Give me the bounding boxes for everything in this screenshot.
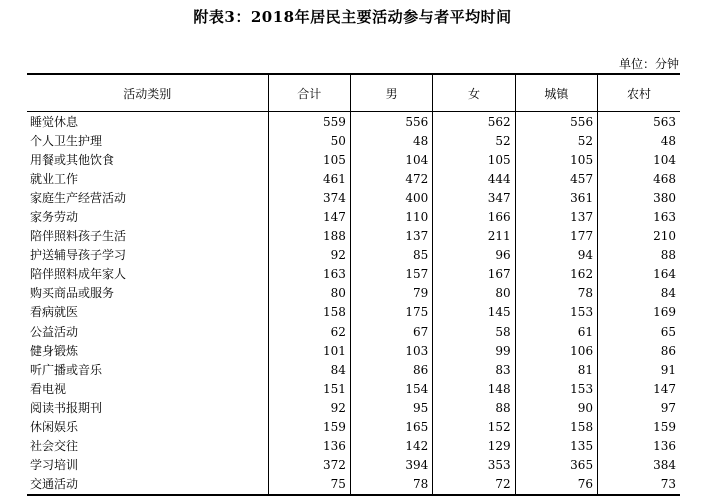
rural-value: 159 xyxy=(598,418,680,437)
female-value: 353 xyxy=(433,456,515,475)
activity-name: 护送辅导孩子学习 xyxy=(30,248,127,263)
urban-value: 61 xyxy=(515,322,597,341)
female-value: 145 xyxy=(433,303,515,322)
total-value: 147 xyxy=(268,207,350,226)
rural-value: 104 xyxy=(598,150,680,169)
total-value: 374 xyxy=(268,188,350,207)
rural-value: 73 xyxy=(598,475,680,495)
urban-value: 556 xyxy=(515,112,597,132)
urban-value: 76 xyxy=(515,475,597,495)
rural-value: 86 xyxy=(598,341,680,360)
activity-time-table xyxy=(27,73,680,496)
table-title: 附表3：2018年居民主要活动参与者平均时间 xyxy=(193,8,512,26)
activity-name: 交通活动 xyxy=(27,475,268,495)
activity-name: 社会交往 xyxy=(30,439,79,454)
male-value: 142 xyxy=(350,437,432,456)
rural-value: 384 xyxy=(598,456,680,475)
header-activity: 活动类别 xyxy=(27,74,268,112)
rural-value: 147 xyxy=(598,379,680,398)
total-value: 159 xyxy=(268,418,350,437)
table-row xyxy=(27,284,680,303)
female-value: 166 xyxy=(433,207,515,226)
header-total: 合计 xyxy=(268,74,350,112)
rural-value: 163 xyxy=(598,207,680,226)
urban-value: 81 xyxy=(515,360,597,379)
female-value: 167 xyxy=(433,265,515,284)
female-value: 88 xyxy=(433,398,515,417)
rural-value: 136 xyxy=(598,437,680,456)
table-row xyxy=(27,188,680,207)
table-row xyxy=(27,322,680,341)
male-value: 165 xyxy=(350,418,432,437)
female-value: 562 xyxy=(433,112,515,132)
urban-value: 135 xyxy=(515,437,597,456)
total-value: 75 xyxy=(268,475,350,495)
male-value: 86 xyxy=(350,360,432,379)
total-value: 92 xyxy=(268,246,350,265)
rural-value: 563 xyxy=(598,112,680,132)
header-row xyxy=(27,74,680,112)
female-value: 347 xyxy=(433,188,515,207)
urban-value: 162 xyxy=(515,265,597,284)
male-value: 157 xyxy=(350,265,432,284)
activity-name: 陪伴照料成年家人 xyxy=(30,267,127,282)
male-value: 78 xyxy=(350,475,432,495)
activity-name: 购买商品或服务 xyxy=(30,286,115,301)
rural-value: 48 xyxy=(598,131,680,150)
unit-label: 单位：分钟 xyxy=(618,57,679,71)
urban-value: 177 xyxy=(515,227,597,246)
table-row xyxy=(27,246,680,265)
activity-name: 看电视 xyxy=(30,381,67,396)
header-male: 男 xyxy=(350,74,432,112)
table-row xyxy=(27,150,680,169)
total-value: 92 xyxy=(268,398,350,417)
urban-value: 457 xyxy=(515,169,597,188)
male-value: 85 xyxy=(350,246,432,265)
male-value: 79 xyxy=(350,284,432,303)
male-value: 137 xyxy=(350,227,432,246)
total-value: 461 xyxy=(268,169,350,188)
table-row xyxy=(27,131,680,150)
male-value: 104 xyxy=(350,150,432,169)
female-value: 96 xyxy=(433,246,515,265)
activity-name: 个人卫生护理 xyxy=(30,133,103,148)
total-value: 62 xyxy=(268,322,350,341)
table-row xyxy=(27,207,680,226)
total-value: 559 xyxy=(268,112,350,132)
total-value: 188 xyxy=(268,227,350,246)
rural-value: 84 xyxy=(598,284,680,303)
female-value: 99 xyxy=(433,341,515,360)
urban-value: 52 xyxy=(515,131,597,150)
female-value: 444 xyxy=(433,169,515,188)
urban-value: 158 xyxy=(515,418,597,437)
rural-value: 88 xyxy=(598,246,680,265)
header-rural: 农村 xyxy=(598,74,680,112)
total-value: 372 xyxy=(268,456,350,475)
rural-value: 164 xyxy=(598,265,680,284)
header-female: 女 xyxy=(433,74,515,112)
total-value: 151 xyxy=(268,379,350,398)
table-row xyxy=(27,227,680,246)
table-row xyxy=(27,169,680,188)
total-value: 158 xyxy=(268,303,350,322)
table-row xyxy=(27,341,680,360)
urban-value: 137 xyxy=(515,207,597,226)
male-value: 110 xyxy=(350,207,432,226)
urban-value: 94 xyxy=(515,246,597,265)
female-value: 152 xyxy=(433,418,515,437)
table-row xyxy=(27,398,680,417)
urban-value: 90 xyxy=(515,398,597,417)
total-value: 80 xyxy=(268,284,350,303)
rural-value: 210 xyxy=(598,227,680,246)
female-value: 52 xyxy=(433,131,515,150)
male-value: 103 xyxy=(350,341,432,360)
male-value: 394 xyxy=(350,456,432,475)
urban-value: 365 xyxy=(515,456,597,475)
activity-name: 陪伴照料孩子生活 xyxy=(30,229,127,244)
urban-value: 105 xyxy=(515,150,597,169)
table-row xyxy=(27,360,680,379)
total-value: 136 xyxy=(268,437,350,456)
female-value: 211 xyxy=(433,227,515,246)
total-value: 84 xyxy=(268,360,350,379)
rural-value: 91 xyxy=(598,360,680,379)
activity-name: 睡觉休息 xyxy=(30,114,79,129)
female-value: 105 xyxy=(433,150,515,169)
urban-value: 106 xyxy=(515,341,597,360)
table-row xyxy=(27,418,680,437)
total-value: 163 xyxy=(268,265,350,284)
activity-name: 就业工作 xyxy=(30,171,79,186)
table-row xyxy=(27,475,680,495)
rural-value: 468 xyxy=(598,169,680,188)
male-value: 472 xyxy=(350,169,432,188)
activity-name: 听广播或音乐 xyxy=(30,362,103,377)
female-value: 72 xyxy=(433,475,515,495)
female-value: 83 xyxy=(433,360,515,379)
female-value: 80 xyxy=(433,284,515,303)
table-row xyxy=(27,112,680,132)
activity-name: 用餐或其他饮食 xyxy=(30,152,115,167)
activity-name: 阅读书报期刊 xyxy=(30,400,103,415)
male-value: 48 xyxy=(350,131,432,150)
rural-value: 380 xyxy=(598,188,680,207)
activity-name: 健身锻炼 xyxy=(30,343,79,358)
total-value: 50 xyxy=(268,131,350,150)
male-value: 154 xyxy=(350,379,432,398)
table-row xyxy=(27,456,680,475)
rural-value: 65 xyxy=(598,322,680,341)
urban-value: 153 xyxy=(515,379,597,398)
urban-value: 153 xyxy=(515,303,597,322)
urban-value: 78 xyxy=(515,284,597,303)
total-value: 101 xyxy=(268,341,350,360)
activity-name: 公益活动 xyxy=(30,324,79,339)
urban-value: 361 xyxy=(515,188,597,207)
activity-name: 家庭生产经营活动 xyxy=(30,190,127,205)
table-row xyxy=(27,265,680,284)
activity-name: 看病就医 xyxy=(30,305,79,320)
activity-name: 学习培训 xyxy=(30,458,79,473)
male-value: 95 xyxy=(350,398,432,417)
male-value: 67 xyxy=(350,322,432,341)
female-value: 148 xyxy=(433,379,515,398)
activity-name: 家务劳动 xyxy=(30,210,79,225)
table-row xyxy=(27,379,680,398)
header-urban: 城镇 xyxy=(515,74,597,112)
male-value: 556 xyxy=(350,112,432,132)
female-value: 129 xyxy=(433,437,515,456)
table-row xyxy=(27,303,680,322)
table-row xyxy=(27,437,680,456)
rural-value: 97 xyxy=(598,398,680,417)
total-value: 105 xyxy=(268,150,350,169)
male-value: 400 xyxy=(350,188,432,207)
rural-value: 169 xyxy=(598,303,680,322)
female-value: 58 xyxy=(433,322,515,341)
male-value: 175 xyxy=(350,303,432,322)
activity-name: 休闲娱乐 xyxy=(30,420,79,435)
